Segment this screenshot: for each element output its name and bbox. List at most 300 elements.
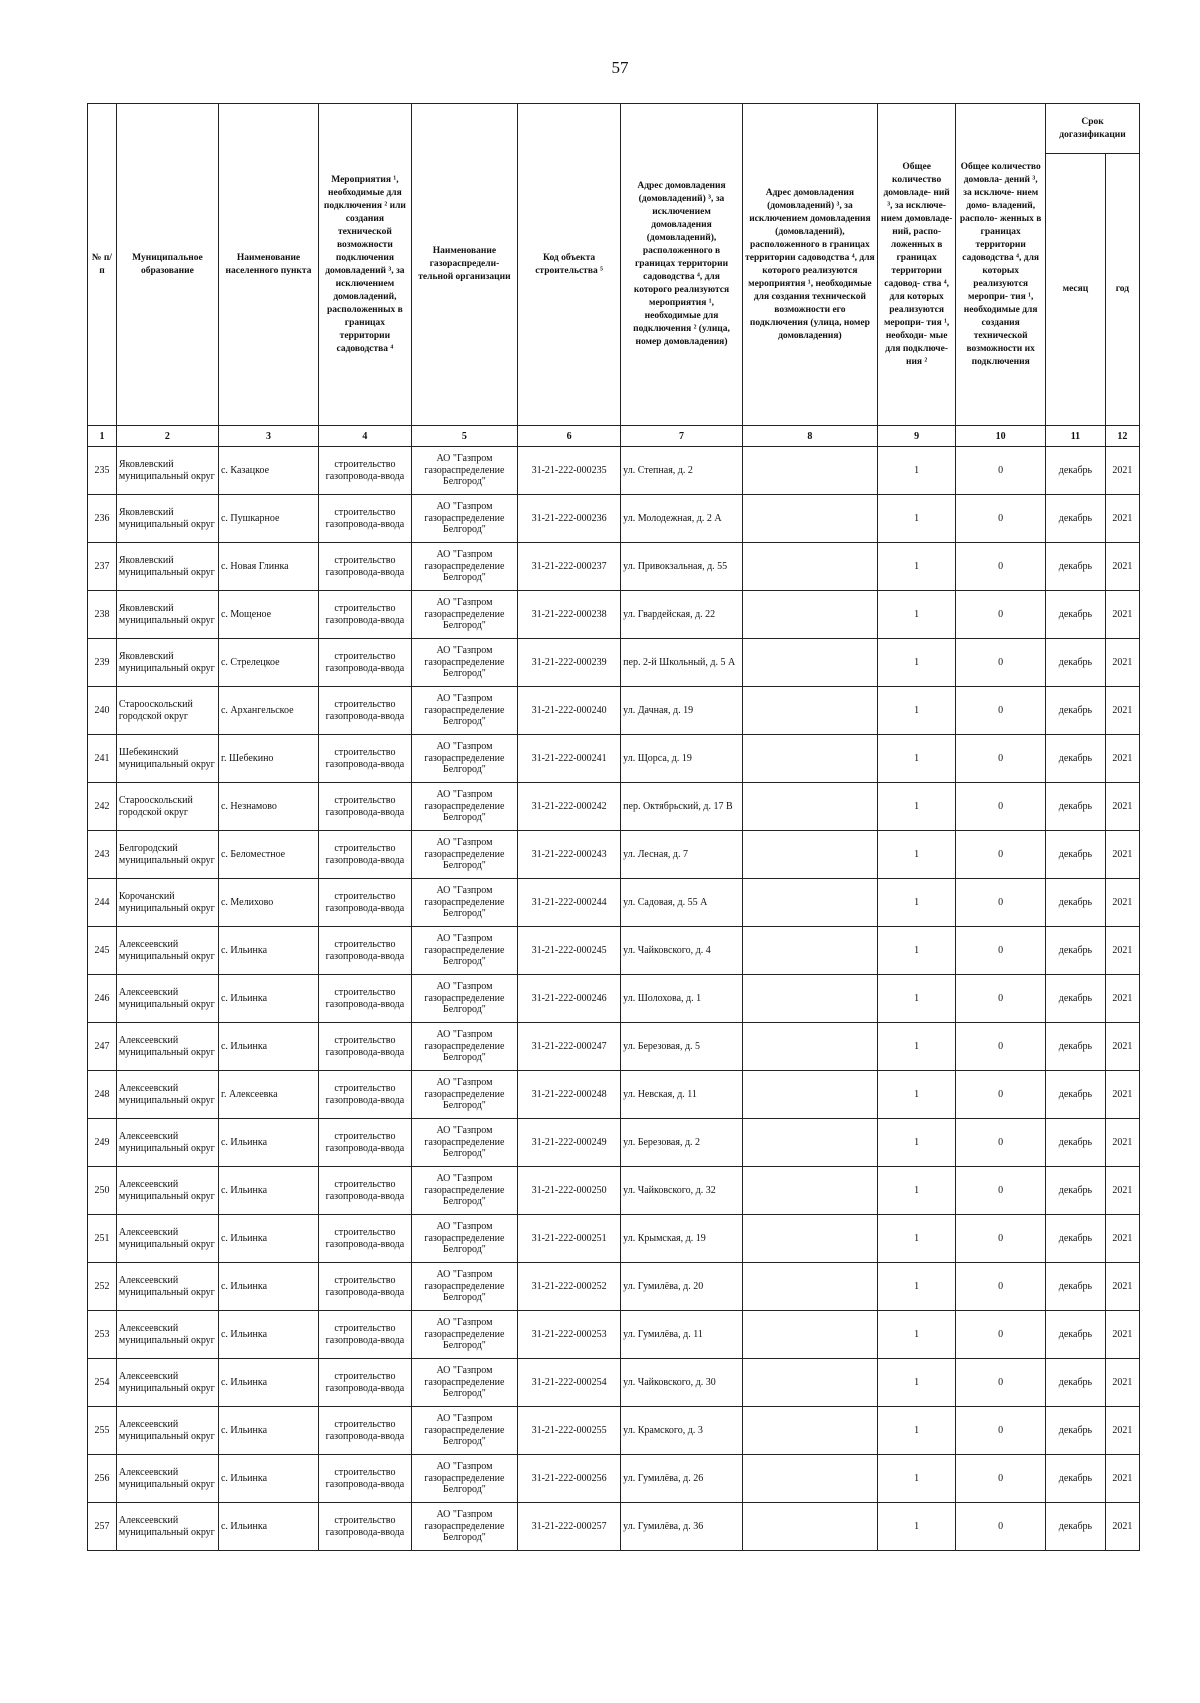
address-technical-cell (742, 1407, 877, 1455)
measure-cell: строительство газопровода-ввода (319, 1119, 412, 1167)
object-code-cell: 31-21-222-000255 (518, 1407, 621, 1455)
count-technical-cell: 0 (956, 687, 1046, 735)
month-cell: декабрь (1046, 927, 1106, 975)
month-cell: декабрь (1046, 591, 1106, 639)
gas-organization-cell: АО "Газпром газораспределение Белгород" (411, 927, 517, 975)
month-cell: декабрь (1046, 543, 1106, 591)
header-measures: Мероприятия ¹, необходимые для подключения ² или создания технической возможности подключения домовладений ³, за исключением домовладений, расположенных в границах территории садоводства ⁴ (319, 104, 412, 426)
measure-cell: строительство газопровода-ввода (319, 495, 412, 543)
address-technical-cell (742, 1071, 877, 1119)
municipality-cell: Алексеевский муниципальный округ (116, 1407, 218, 1455)
count-connection-cell: 1 (877, 1215, 955, 1263)
municipality-cell: Яковлевский муниципальный округ (116, 543, 218, 591)
address-technical-cell (742, 495, 877, 543)
address-technical-cell (742, 1311, 877, 1359)
column-number: 3 (218, 426, 318, 447)
row-number-cell: 248 (88, 1071, 117, 1119)
measure-cell: строительство газопровода-ввода (319, 783, 412, 831)
count-technical-cell: 0 (956, 1263, 1046, 1311)
row-number-cell: 246 (88, 975, 117, 1023)
gas-organization-cell: АО "Газпром газораспределение Белгород" (411, 1263, 517, 1311)
object-code-cell: 31-21-222-000245 (518, 927, 621, 975)
object-code-cell: 31-21-222-000243 (518, 831, 621, 879)
address-technical-cell (742, 1503, 877, 1551)
row-number-cell: 241 (88, 735, 117, 783)
address-connection-cell: ул. Чайковского, д. 32 (621, 1167, 743, 1215)
address-technical-cell (742, 543, 877, 591)
address-technical-cell (742, 447, 877, 495)
year-cell: 2021 (1105, 1167, 1139, 1215)
table-row (88, 687, 1140, 735)
count-technical-cell: 0 (956, 831, 1046, 879)
table-row (88, 591, 1140, 639)
header-count-technical: Общее количество домовла- дений ³, за исключе- нием домо- владений, располо- женных в границах территории садоводства ⁴, для которых реализуются меропри- тия ¹, необходимые для создания технической возможности их подключения (956, 104, 1046, 426)
table-row (88, 879, 1140, 927)
table-row (88, 1455, 1140, 1503)
row-number-cell: 242 (88, 783, 117, 831)
address-technical-cell (742, 735, 877, 783)
measure-cell: строительство газопровода-ввода (319, 1071, 412, 1119)
table-row (88, 1503, 1140, 1551)
address-connection-cell: ул. Березовая, д. 5 (621, 1023, 743, 1071)
object-code-cell: 31-21-222-000248 (518, 1071, 621, 1119)
settlement-cell: с. Мощеное (218, 591, 318, 639)
count-technical-cell: 0 (956, 1023, 1046, 1071)
count-technical-cell: 0 (956, 1407, 1046, 1455)
count-connection-cell: 1 (877, 831, 955, 879)
address-connection-cell: ул. Садовая, д. 55 А (621, 879, 743, 927)
address-connection-cell: ул. Молодежная, д. 2 А (621, 495, 743, 543)
object-code-cell: 31-21-222-000249 (518, 1119, 621, 1167)
year-cell: 2021 (1105, 591, 1139, 639)
gas-organization-cell: АО "Газпром газораспределение Белгород" (411, 1215, 517, 1263)
gas-organization-cell: АО "Газпром газораспределение Белгород" (411, 495, 517, 543)
settlement-cell: г. Алексеевка (218, 1071, 318, 1119)
measure-cell: строительство газопровода-ввода (319, 543, 412, 591)
object-code-cell: 31-21-222-000246 (518, 975, 621, 1023)
municipality-cell: Алексеевский муниципальный округ (116, 1311, 218, 1359)
municipality-cell: Алексеевский муниципальный округ (116, 1071, 218, 1119)
count-technical-cell: 0 (956, 927, 1046, 975)
address-technical-cell (742, 1455, 877, 1503)
address-connection-cell: ул. Гумилёва, д. 36 (621, 1503, 743, 1551)
address-technical-cell (742, 687, 877, 735)
address-connection-cell: ул. Лесная, д. 7 (621, 831, 743, 879)
gas-organization-cell: АО "Газпром газораспределение Белгород" (411, 1407, 517, 1455)
header-month: месяц (1046, 154, 1106, 426)
count-connection-cell: 1 (877, 783, 955, 831)
gas-organization-cell: АО "Газпром газораспределение Белгород" (411, 687, 517, 735)
address-technical-cell (742, 1263, 877, 1311)
count-connection-cell: 1 (877, 879, 955, 927)
municipality-cell: Алексеевский муниципальный округ (116, 1359, 218, 1407)
settlement-cell: с. Ильинка (218, 1215, 318, 1263)
measure-cell: строительство газопровода-ввода (319, 1023, 412, 1071)
column-number: 2 (116, 426, 218, 447)
count-connection-cell: 1 (877, 1167, 955, 1215)
measure-cell: строительство газопровода-ввода (319, 687, 412, 735)
gas-organization-cell: АО "Газпром газораспределение Белгород" (411, 1503, 517, 1551)
municipality-cell: Старооскольский городской округ (116, 687, 218, 735)
address-connection-cell: ул. Чайковского, д. 4 (621, 927, 743, 975)
count-technical-cell: 0 (956, 1359, 1046, 1407)
month-cell: декабрь (1046, 495, 1106, 543)
measure-cell: строительство газопровода-ввода (319, 735, 412, 783)
column-number: 8 (742, 426, 877, 447)
settlement-cell: с. Беломестное (218, 831, 318, 879)
row-number-cell: 257 (88, 1503, 117, 1551)
header-address-technical: Адрес домовладения (домовладений) ³, за исключением домовладения (домовладений), расположенного в границах территории садоводства ⁴, для которого реализуются мероприятия ¹, необходимые для создания технической возможности его подключения (улица, номер домовладения) (742, 104, 877, 426)
month-cell: декабрь (1046, 1503, 1106, 1551)
count-connection-cell: 1 (877, 1503, 955, 1551)
settlement-cell: с. Ильинка (218, 975, 318, 1023)
month-cell: декабрь (1046, 1263, 1106, 1311)
address-connection-cell: ул. Чайковского, д. 30 (621, 1359, 743, 1407)
count-connection-cell: 1 (877, 639, 955, 687)
address-technical-cell (742, 879, 877, 927)
address-connection-cell: ул. Щорса, д. 19 (621, 735, 743, 783)
column-number: 10 (956, 426, 1046, 447)
count-technical-cell: 0 (956, 1455, 1046, 1503)
table-row (88, 831, 1140, 879)
header-year: год (1105, 154, 1139, 426)
row-number-cell: 255 (88, 1407, 117, 1455)
month-cell: декабрь (1046, 735, 1106, 783)
table-header (88, 104, 1140, 447)
settlement-cell: с. Незнамово (218, 783, 318, 831)
address-connection-cell: ул. Дачная, д. 19 (621, 687, 743, 735)
address-connection-cell: пер. Октябрьский, д. 17 В (621, 783, 743, 831)
measure-cell: строительство газопровода-ввода (319, 1455, 412, 1503)
measure-cell: строительство газопровода-ввода (319, 831, 412, 879)
count-technical-cell: 0 (956, 1503, 1046, 1551)
row-number-cell: 253 (88, 1311, 117, 1359)
address-connection-cell: ул. Крымская, д. 19 (621, 1215, 743, 1263)
year-cell: 2021 (1105, 1503, 1139, 1551)
header-count-connection: Общее количество домовладе- ний ³, за исключе- нием домовладе- ний, распо- ложенных в границах территории садовод- ства ⁴, для которых реализуются меропри- тия ¹, необходи- мые для подключе- ния ² (877, 104, 955, 426)
municipality-cell: Алексеевский муниципальный округ (116, 927, 218, 975)
count-technical-cell: 0 (956, 1167, 1046, 1215)
table-row (88, 975, 1140, 1023)
year-cell: 2021 (1105, 831, 1139, 879)
count-technical-cell: 0 (956, 783, 1046, 831)
count-connection-cell: 1 (877, 975, 955, 1023)
object-code-cell: 31-21-222-000241 (518, 735, 621, 783)
month-cell: декабрь (1046, 1167, 1106, 1215)
count-connection-cell: 1 (877, 1407, 955, 1455)
municipality-cell: Яковлевский муниципальный округ (116, 639, 218, 687)
count-connection-cell: 1 (877, 447, 955, 495)
object-code-cell: 31-21-222-000247 (518, 1023, 621, 1071)
gas-organization-cell: АО "Газпром газораспределение Белгород" (411, 543, 517, 591)
address-technical-cell (742, 831, 877, 879)
month-cell: декабрь (1046, 639, 1106, 687)
count-technical-cell: 0 (956, 1311, 1046, 1359)
year-cell: 2021 (1105, 1455, 1139, 1503)
month-cell: декабрь (1046, 687, 1106, 735)
address-technical-cell (742, 1023, 877, 1071)
address-technical-cell (742, 975, 877, 1023)
month-cell: декабрь (1046, 1023, 1106, 1071)
count-connection-cell: 1 (877, 687, 955, 735)
address-technical-cell (742, 1167, 877, 1215)
gas-organization-cell: АО "Газпром газораспределение Белгород" (411, 1359, 517, 1407)
count-technical-cell: 0 (956, 447, 1046, 495)
count-technical-cell: 0 (956, 591, 1046, 639)
column-number: 12 (1105, 426, 1139, 447)
table-row (88, 495, 1140, 543)
address-technical-cell (742, 1359, 877, 1407)
object-code-cell: 31-21-222-000235 (518, 447, 621, 495)
address-technical-cell (742, 639, 877, 687)
table-row (88, 1311, 1140, 1359)
month-cell: декабрь (1046, 879, 1106, 927)
settlement-cell: с. Стрелецкое (218, 639, 318, 687)
table-row (88, 1023, 1140, 1071)
gas-organization-cell: АО "Газпром газораспределение Белгород" (411, 879, 517, 927)
row-number-cell: 237 (88, 543, 117, 591)
gas-organization-cell: АО "Газпром газораспределение Белгород" (411, 783, 517, 831)
year-cell: 2021 (1105, 1023, 1139, 1071)
settlement-cell: с. Новая Глинка (218, 543, 318, 591)
gas-organization-cell: АО "Газпром газораспределение Белгород" (411, 735, 517, 783)
measure-cell: строительство газопровода-ввода (319, 1311, 412, 1359)
measure-cell: строительство газопровода-ввода (319, 927, 412, 975)
settlement-cell: с. Ильинка (218, 927, 318, 975)
table-row (88, 735, 1140, 783)
object-code-cell: 31-21-222-000242 (518, 783, 621, 831)
month-cell: декабрь (1046, 1071, 1106, 1119)
settlement-cell: с. Казацкое (218, 447, 318, 495)
count-technical-cell: 0 (956, 1119, 1046, 1167)
count-connection-cell: 1 (877, 543, 955, 591)
header-gas-organization: Наименование газораспредели- тельной организации (411, 104, 517, 426)
address-technical-cell (742, 1119, 877, 1167)
month-cell: декабрь (1046, 975, 1106, 1023)
count-technical-cell: 0 (956, 975, 1046, 1023)
count-technical-cell: 0 (956, 543, 1046, 591)
year-cell: 2021 (1105, 1407, 1139, 1455)
year-cell: 2021 (1105, 543, 1139, 591)
year-cell: 2021 (1105, 1311, 1139, 1359)
address-connection-cell: пер. 2-й Школьный, д. 5 А (621, 639, 743, 687)
table-body (88, 447, 1140, 1551)
table-row (88, 1359, 1140, 1407)
column-number: 4 (319, 426, 412, 447)
municipality-cell: Алексеевский муниципальный округ (116, 1503, 218, 1551)
year-cell: 2021 (1105, 1263, 1139, 1311)
count-connection-cell: 1 (877, 591, 955, 639)
address-connection-cell: ул. Гумилёва, д. 20 (621, 1263, 743, 1311)
count-connection-cell: 1 (877, 495, 955, 543)
table-row (88, 1215, 1140, 1263)
settlement-cell: с. Ильинка (218, 1455, 318, 1503)
object-code-cell: 31-21-222-000238 (518, 591, 621, 639)
address-technical-cell (742, 591, 877, 639)
settlement-cell: с. Ильинка (218, 1503, 318, 1551)
settlement-cell: с. Ильинка (218, 1359, 318, 1407)
gasification-table (87, 103, 1140, 1551)
count-technical-cell: 0 (956, 735, 1046, 783)
object-code-cell: 31-21-222-000244 (518, 879, 621, 927)
object-code-cell: 31-21-222-000252 (518, 1263, 621, 1311)
count-connection-cell: 1 (877, 1311, 955, 1359)
address-technical-cell (742, 1215, 877, 1263)
settlement-cell: г. Шебекино (218, 735, 318, 783)
gas-organization-cell: АО "Газпром газораспределение Белгород" (411, 831, 517, 879)
count-technical-cell: 0 (956, 1071, 1046, 1119)
year-cell: 2021 (1105, 495, 1139, 543)
gas-organization-cell: АО "Газпром газораспределение Белгород" (411, 1119, 517, 1167)
header-deadline: Срок догазификации (1046, 104, 1140, 154)
count-technical-cell: 0 (956, 1215, 1046, 1263)
object-code-cell: 31-21-222-000256 (518, 1455, 621, 1503)
year-cell: 2021 (1105, 879, 1139, 927)
year-cell: 2021 (1105, 1359, 1139, 1407)
month-cell: декабрь (1046, 1119, 1106, 1167)
header-object-code: Код объекта строительства ⁵ (518, 104, 621, 426)
municipality-cell: Алексеевский муниципальный округ (116, 1167, 218, 1215)
measure-cell: строительство газопровода-ввода (319, 1215, 412, 1263)
settlement-cell: с. Ильинка (218, 1167, 318, 1215)
header-settlement: Наименование населенного пункта (218, 104, 318, 426)
row-number-cell: 245 (88, 927, 117, 975)
page-number: 57 (611, 58, 629, 77)
address-connection-cell: ул. Гвардейская, д. 22 (621, 591, 743, 639)
row-number-cell: 236 (88, 495, 117, 543)
municipality-cell: Шебекинский муниципальный округ (116, 735, 218, 783)
settlement-cell: с. Ильинка (218, 1263, 318, 1311)
row-number-cell: 238 (88, 591, 117, 639)
count-connection-cell: 1 (877, 1263, 955, 1311)
gas-organization-cell: АО "Газпром газораспределение Белгород" (411, 975, 517, 1023)
object-code-cell: 31-21-222-000240 (518, 687, 621, 735)
column-number: 9 (877, 426, 955, 447)
object-code-cell: 31-21-222-000254 (518, 1359, 621, 1407)
count-connection-cell: 1 (877, 927, 955, 975)
object-code-cell: 31-21-222-000250 (518, 1167, 621, 1215)
settlement-cell: с. Ильинка (218, 1407, 318, 1455)
month-cell: декабрь (1046, 447, 1106, 495)
row-number-cell: 251 (88, 1215, 117, 1263)
table-row (88, 783, 1140, 831)
month-cell: декабрь (1046, 1359, 1106, 1407)
municipality-cell: Белгородский муниципальный округ (116, 831, 218, 879)
table-row (88, 1407, 1140, 1455)
row-number-cell: 235 (88, 447, 117, 495)
object-code-cell: 31-21-222-000239 (518, 639, 621, 687)
column-number: 5 (411, 426, 517, 447)
table-row (88, 1263, 1140, 1311)
row-number-cell: 254 (88, 1359, 117, 1407)
object-code-cell: 31-21-222-000257 (518, 1503, 621, 1551)
column-number: 1 (88, 426, 117, 447)
month-cell: декабрь (1046, 1215, 1106, 1263)
measure-cell: строительство газопровода-ввода (319, 879, 412, 927)
table-row (88, 927, 1140, 975)
year-cell: 2021 (1105, 975, 1139, 1023)
count-connection-cell: 1 (877, 1455, 955, 1503)
municipality-cell: Алексеевский муниципальный округ (116, 1263, 218, 1311)
measure-cell: строительство газопровода-ввода (319, 1407, 412, 1455)
object-code-cell: 31-21-222-000251 (518, 1215, 621, 1263)
count-connection-cell: 1 (877, 1023, 955, 1071)
address-technical-cell (742, 927, 877, 975)
month-cell: декабрь (1046, 1455, 1106, 1503)
row-number-cell: 240 (88, 687, 117, 735)
settlement-cell: с. Архангельское (218, 687, 318, 735)
address-connection-cell: ул. Крамского, д. 3 (621, 1407, 743, 1455)
settlement-cell: с. Ильинка (218, 1119, 318, 1167)
measure-cell: строительство газопровода-ввода (319, 1359, 412, 1407)
gas-organization-cell: АО "Газпром газораспределение Белгород" (411, 639, 517, 687)
column-number: 11 (1046, 426, 1106, 447)
settlement-cell: с. Ильинка (218, 1311, 318, 1359)
row-number-cell: 249 (88, 1119, 117, 1167)
object-code-cell: 31-21-222-000253 (518, 1311, 621, 1359)
municipality-cell: Яковлевский муниципальный округ (116, 447, 218, 495)
month-cell: декабрь (1046, 783, 1106, 831)
month-cell: декабрь (1046, 831, 1106, 879)
year-cell: 2021 (1105, 1215, 1139, 1263)
gas-organization-cell: АО "Газпром газораспределение Белгород" (411, 1023, 517, 1071)
gas-organization-cell: АО "Газпром газораспределение Белгород" (411, 1311, 517, 1359)
address-connection-cell: ул. Степная, д. 2 (621, 447, 743, 495)
count-connection-cell: 1 (877, 735, 955, 783)
year-cell: 2021 (1105, 927, 1139, 975)
column-number: 6 (518, 426, 621, 447)
month-cell: декабрь (1046, 1311, 1106, 1359)
settlement-cell: с. Мелихово (218, 879, 318, 927)
row-number-cell: 239 (88, 639, 117, 687)
year-cell: 2021 (1105, 1119, 1139, 1167)
year-cell: 2021 (1105, 687, 1139, 735)
table-row (88, 543, 1140, 591)
gas-organization-cell: АО "Газпром газораспределение Белгород" (411, 591, 517, 639)
row-number-cell: 252 (88, 1263, 117, 1311)
address-connection-cell: ул. Березовая, д. 2 (621, 1119, 743, 1167)
gas-organization-cell: АО "Газпром газораспределение Белгород" (411, 1167, 517, 1215)
municipality-cell: Яковлевский муниципальный округ (116, 591, 218, 639)
object-code-cell: 31-21-222-000236 (518, 495, 621, 543)
municipality-cell: Яковлевский муниципальный округ (116, 495, 218, 543)
year-cell: 2021 (1105, 447, 1139, 495)
address-connection-cell: ул. Шолохова, д. 1 (621, 975, 743, 1023)
count-technical-cell: 0 (956, 639, 1046, 687)
address-technical-cell (742, 783, 877, 831)
measure-cell: строительство газопровода-ввода (319, 1503, 412, 1551)
row-number-cell: 256 (88, 1455, 117, 1503)
municipality-cell: Алексеевский муниципальный округ (116, 975, 218, 1023)
year-cell: 2021 (1105, 735, 1139, 783)
municipality-cell: Алексеевский муниципальный округ (116, 1455, 218, 1503)
count-connection-cell: 1 (877, 1359, 955, 1407)
table-row (88, 1167, 1140, 1215)
measure-cell: строительство газопровода-ввода (319, 1167, 412, 1215)
header-address-connection: Адрес домовладения (домовладений) ³, за исключением домовладения (домовладений), расположенного в границах территории садоводства ⁴, для которого реализуются мероприятия ¹, необходимые для подключения ² (улица, номер домовладения) (621, 104, 743, 426)
column-number: 7 (621, 426, 743, 447)
row-number-cell: 247 (88, 1023, 117, 1071)
settlement-cell: с. Пушкарное (218, 495, 318, 543)
month-cell: декабрь (1046, 1407, 1106, 1455)
municipality-cell: Алексеевский муниципальный округ (116, 1023, 218, 1071)
count-connection-cell: 1 (877, 1119, 955, 1167)
column-number-row (88, 426, 1140, 447)
measure-cell: строительство газопровода-ввода (319, 591, 412, 639)
table-row (88, 639, 1140, 687)
address-connection-cell: ул. Гумилёва, д. 26 (621, 1455, 743, 1503)
municipality-cell: Алексеевский муниципальный округ (116, 1215, 218, 1263)
